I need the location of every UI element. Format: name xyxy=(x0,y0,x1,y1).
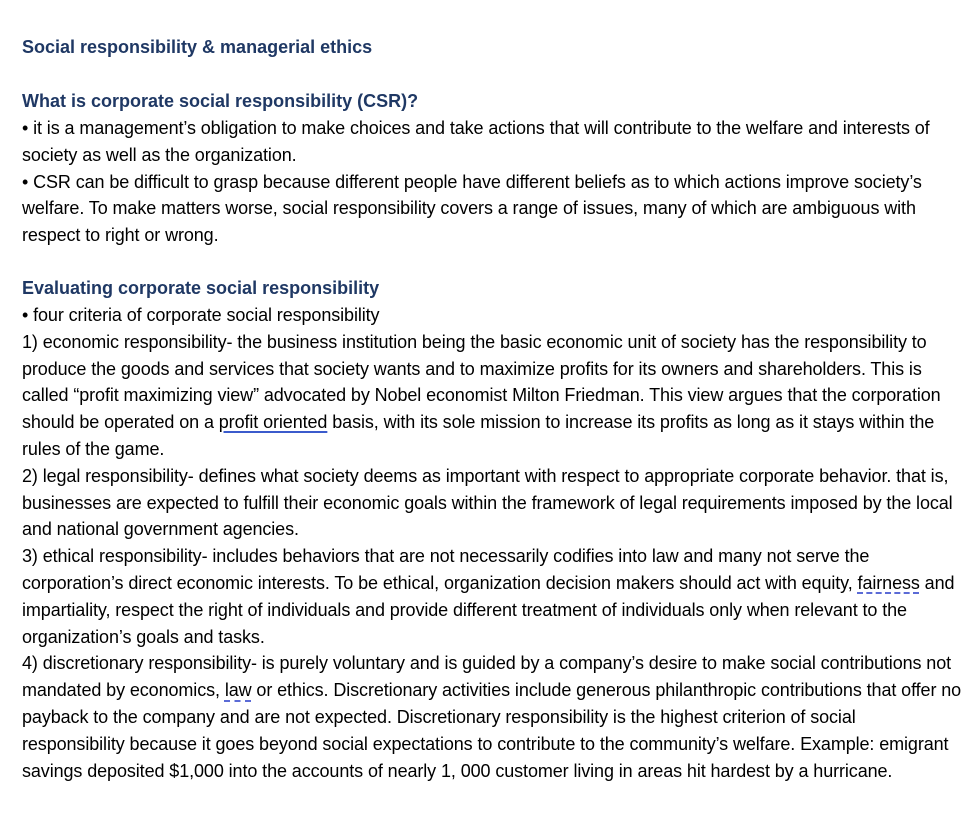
item-legal-responsibility: 2) legal responsibility- defines what society deems as important with respect to appropriate corporate behavior. that is, businesses are expected to fulfill their economic goals within the framework of legal requirements imposed by the local and national government agencies. xyxy=(22,465,953,540)
item-text: or ethics. Discretionary activities include generous philanthropic contributions that offer no payback to the company and are not expected. Discretionary responsibility is the highest criterion of social responsibility because it goes beyond social expectations to contribute to the community’s welfare. Example: emigrant savings deposited $1,000 into the accounts of nearly 1, 000 customer living in areas hit hardest by a hurricane. xyxy=(22,680,962,781)
item-ethical-responsibility xyxy=(22,543,962,650)
item-text: and impartiality, respect the right of individuals and provide different treatment of individuals only when relevant to the organization’s goals and tasks. xyxy=(22,572,955,647)
spacer xyxy=(22,61,962,88)
grammar-flag-fairness[interactable]: fairness xyxy=(857,572,920,593)
document-title: Social responsibility & managerial ethics xyxy=(22,37,373,57)
item-economic-responsibility xyxy=(22,329,962,463)
item-text: 1) economic responsibility- the business institution being the basic economic unit of society has the responsibility to produce the goods and services that society wants and to maximize profits for its owners and shareholders. This is called “profit maximizing view” advocated by Nobel economist Milton Friedman. This view argues that the corporation should be operated on a xyxy=(22,331,941,433)
item-discretionary-responsibility xyxy=(22,650,962,784)
grammar-flag-law[interactable]: law xyxy=(224,680,252,701)
document-body xyxy=(22,34,962,784)
section-heading-evaluating: Evaluating corporate social responsibility xyxy=(22,277,380,298)
bullet-csr-definition: • it is a management’s obligation to make choices and take actions that will contribute to the welfare and interests of society as well as the organization. xyxy=(22,118,930,165)
smart-link-profit-oriented[interactable]: profit oriented xyxy=(218,412,328,433)
item-text: 4) discretionary responsibility- is purely voluntary and is guided by a company’s desire to make social contributions not mandated by economics, xyxy=(22,653,952,701)
bullet-four-criteria: • four criteria of corporate social responsibility xyxy=(22,304,380,325)
item-text: basis, with its sole mission to increase its profits as long as it stays within the rules of the game. xyxy=(22,412,935,459)
section-heading-csr: What is corporate social responsibility (CSR)? xyxy=(22,91,419,111)
item-text: 3) ethical responsibility- includes behaviors that are not necessarily codifies into law and many not serve the corporation’s direct economic interests. To be ethical, organization decision makers should act with equity, xyxy=(22,546,870,593)
spacer xyxy=(22,249,962,275)
bullet-csr-difficulty: • CSR can be difficult to grasp because different people have different beliefs as to which actions improve society’s welfare. To make matters worse, social responsibility covers a range of issues, many of which are ambiguous with respect to right or wrong. xyxy=(22,171,922,246)
